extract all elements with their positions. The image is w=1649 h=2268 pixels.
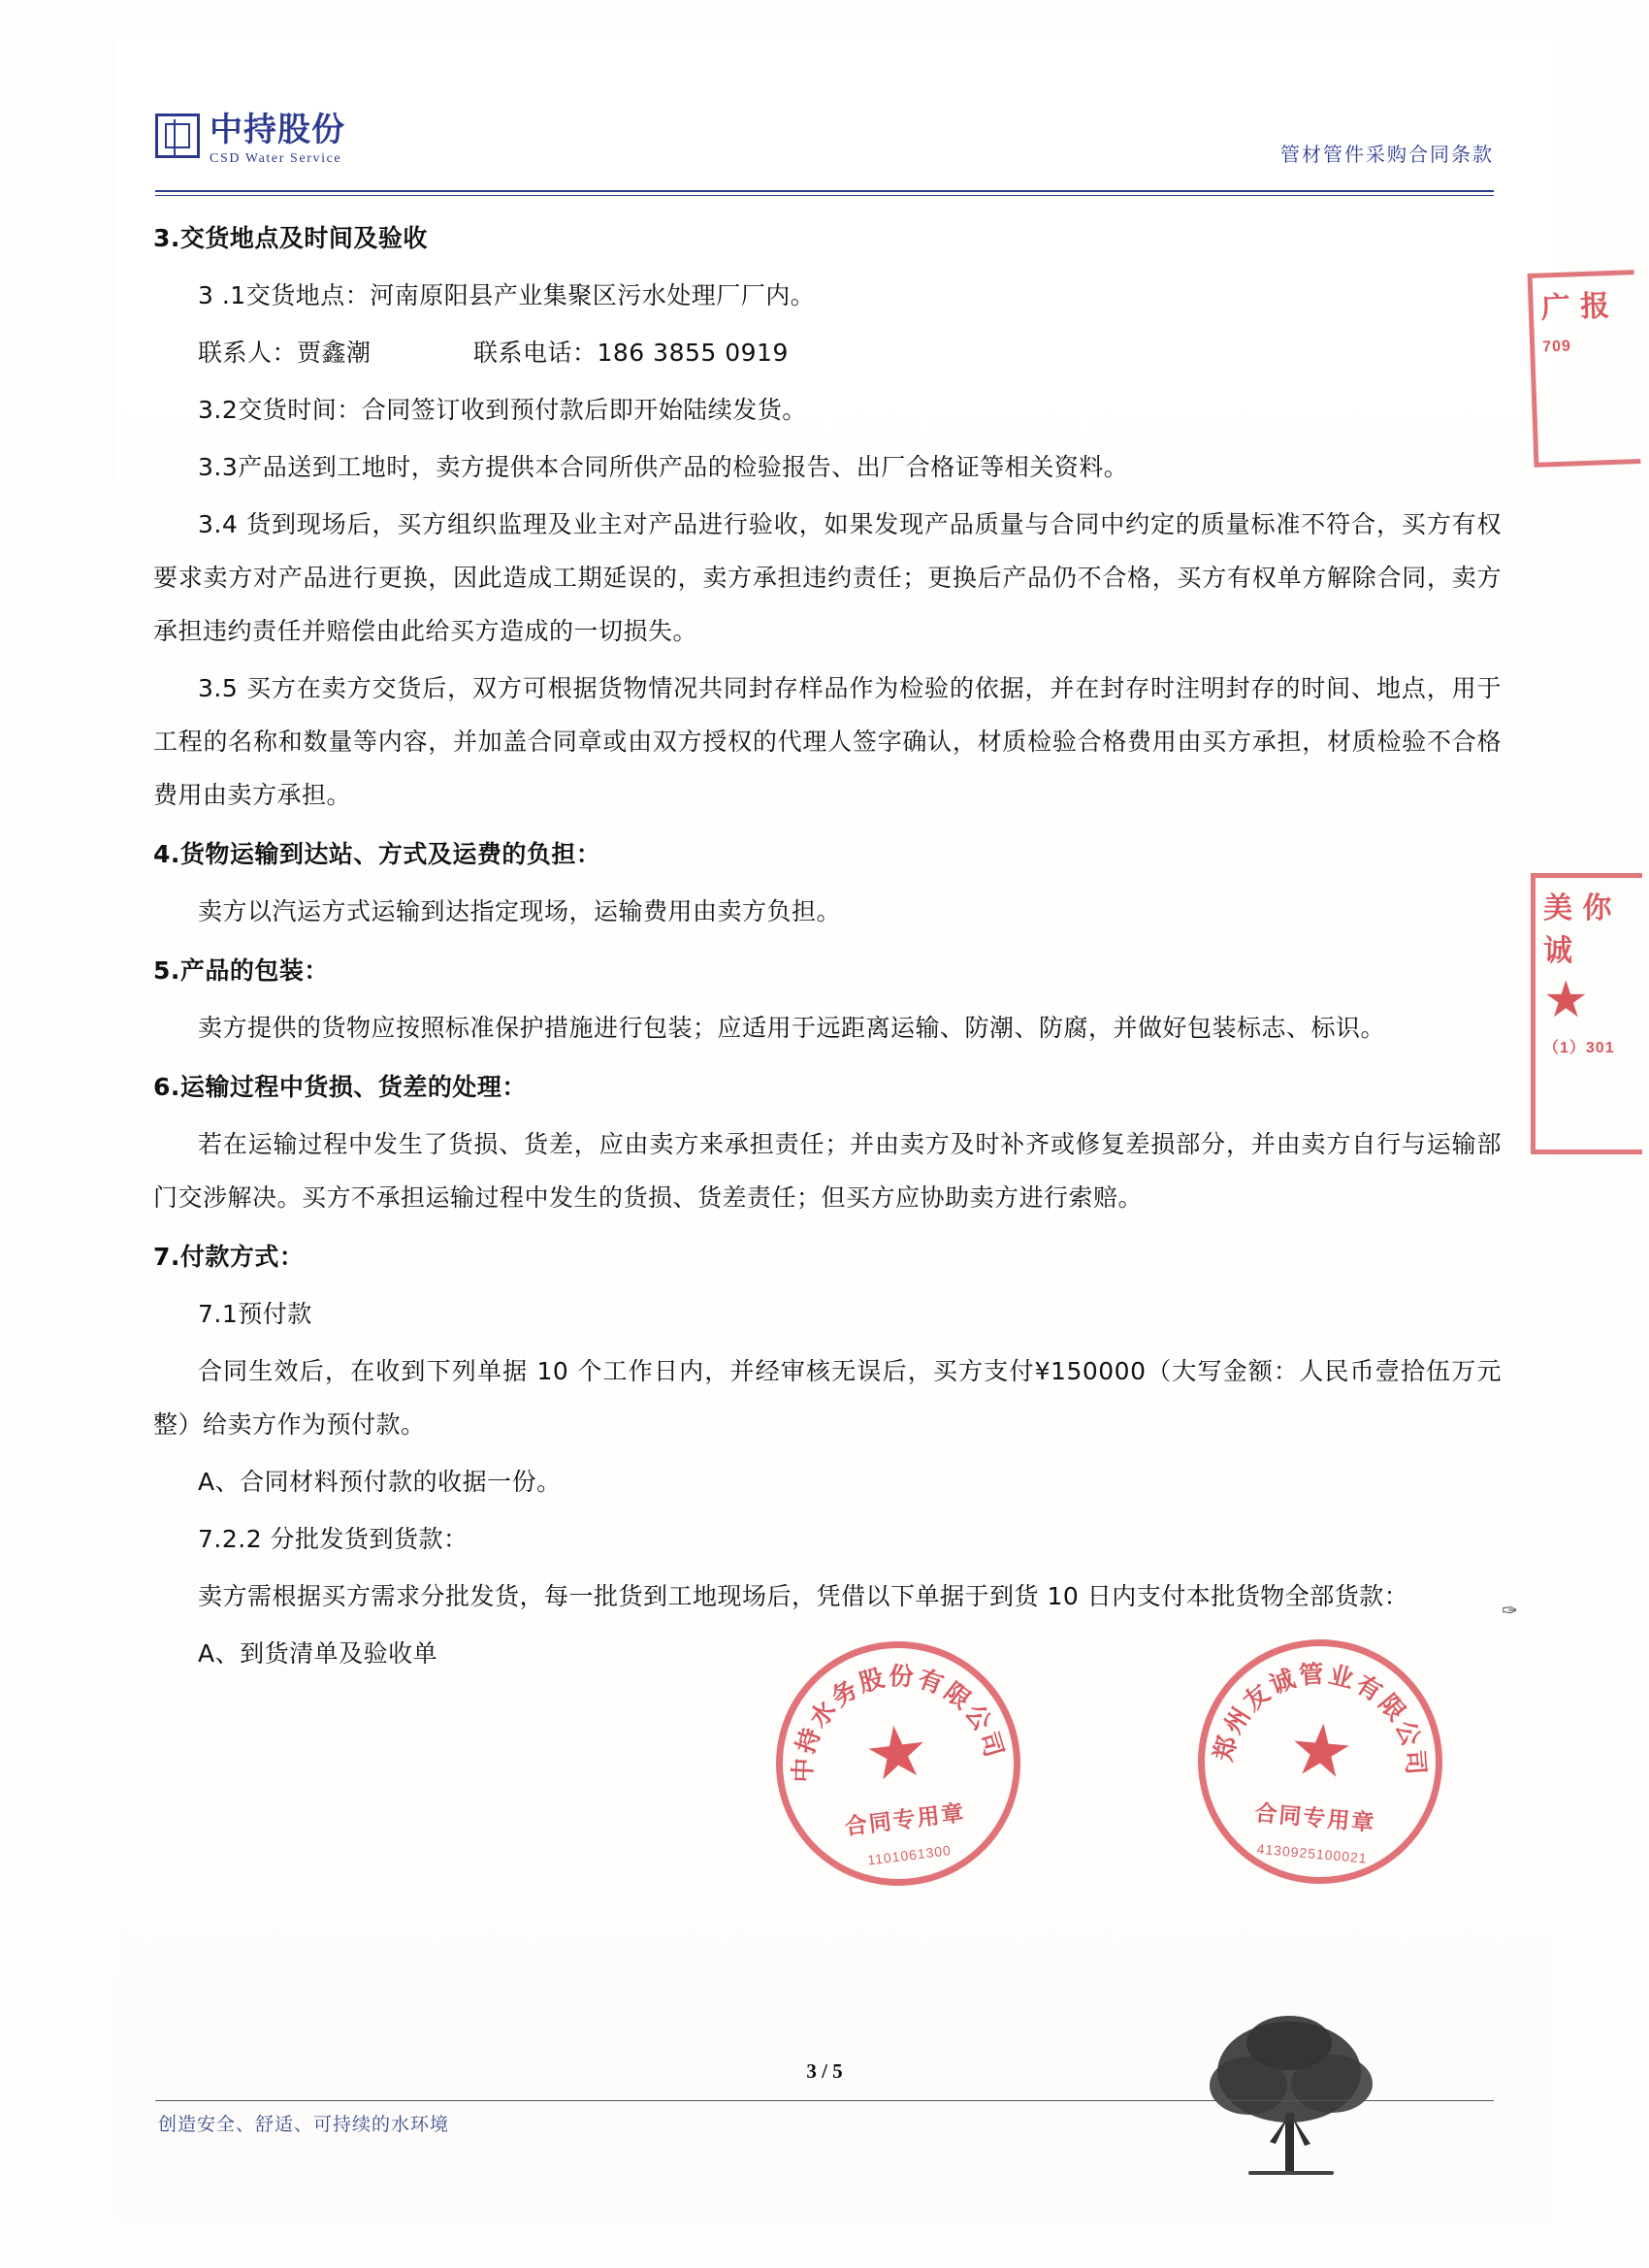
page-number: 3 / 5 bbox=[806, 2059, 843, 2083]
logo-text bbox=[210, 112, 345, 168]
stamp-buyer bbox=[762, 1628, 1035, 1900]
star-icon: ★ bbox=[859, 1707, 934, 1798]
contact-phone: 联系电话：186 3855 0919 bbox=[473, 339, 789, 367]
stamp-buyer-company: 中持水务股份有限公司 bbox=[789, 1662, 1010, 1784]
stamp-seller-purpose: 合同专用章 bbox=[1253, 1800, 1377, 1837]
section-3-4: 3.4 货到现场后，买方组织监理及业主对产品进行验收，如果发现产品质量与合同中约定的质量标准不符合，买方有权要求卖方对产品进行更换，因此造成工期延误的，卖方承担违约责任；更换后产品仍不合格，买方有权单方解除合同，卖方承担违约责任并赔偿由此给买方造成的一切损失。 bbox=[153, 510, 1502, 645]
section-3-title: 3.交货地点及时间及验收 bbox=[153, 224, 428, 252]
section-3-2: 3.2交货时间：合同签订收到预付款后即开始陆续发货。 bbox=[198, 396, 807, 424]
stamp-seller-company: 郑州友诚管业有限公司 bbox=[1209, 1660, 1431, 1779]
section-5-title: 5.产品的包装： bbox=[153, 956, 329, 985]
logo-english-name: CSD Water Service bbox=[210, 151, 342, 166]
section-3-3: 3.3产品送到工地时，卖方提供本合同所供产品的检验报告、出厂合格证等相关资料。 bbox=[198, 453, 1129, 481]
contact-row bbox=[153, 326, 1502, 383]
pen-mark-icon: ✑ bbox=[1502, 1599, 1518, 1622]
document-body bbox=[153, 206, 1502, 1684]
section-7-2-2-item-a: A、到货清单及验收单 bbox=[198, 1639, 438, 1668]
stamp-seller bbox=[1187, 1629, 1452, 1894]
tree-illustration-icon bbox=[1188, 1996, 1392, 2181]
edge-seal-bottom bbox=[1531, 873, 1642, 1154]
section-7-2-2-body: 卖方需根据买方需求分批发货，每一批货到工地现场后，凭借以下单据于到货 10 日内支付本批货物全部货款： bbox=[198, 1582, 1409, 1610]
company-logo bbox=[155, 112, 345, 168]
star-icon: ★ bbox=[1285, 1706, 1357, 1796]
footer-divider bbox=[155, 2100, 1494, 2101]
edge-seal-bottom-code: （1）301 bbox=[1543, 1040, 1615, 1056]
edge-seal-top bbox=[1528, 270, 1641, 468]
edge-seal-bottom-text: 美 你 诚 bbox=[1543, 891, 1612, 968]
section-7-title: 7.付款方式： bbox=[153, 1243, 305, 1271]
header-divider-secondary bbox=[155, 195, 1494, 196]
section-5-body: 卖方提供的货物应按照标准保护措施进行包装；应适用于远距离运输、防潮、防腐，并做好包装标志、标识。 bbox=[198, 1014, 1386, 1042]
header-title: 管材管件采购合同条款 bbox=[1280, 143, 1494, 166]
section-4-body: 卖方以汽运方式运输到达指定现场，运输费用由卖方负担。 bbox=[198, 897, 842, 925]
section-7-1-item-a: A、合同材料预付款的收据一份。 bbox=[198, 1468, 562, 1496]
edge-seal-top-text: 广 报 bbox=[1540, 289, 1610, 326]
section-3-5: 3.5 买方在卖方交货后，双方可根据货物情况共同封存样品作为检验的依据，并在封存时注明封存的时间、地点，用于工程的名称和数量等内容，并加盖合同章或由双方授权的代理人签字确认，材质检验合格费用由买方承担，材质检验不合格费用由卖方承担。 bbox=[153, 674, 1502, 809]
stamp-seller-code: 4130925100021 bbox=[1256, 1840, 1369, 1866]
section-6-title: 6.运输过程中货损、货差的处理： bbox=[153, 1073, 527, 1101]
footer-slogan: 创造安全、舒适、可持续的水环境 bbox=[158, 2114, 450, 2135]
document-header bbox=[155, 112, 1494, 199]
section-4-title: 4.货物运输到达站、方式及运费的负担： bbox=[153, 840, 601, 868]
header-divider bbox=[155, 190, 1494, 192]
logo-chinese-name: 中持股份 bbox=[210, 111, 345, 149]
logo-mark-icon bbox=[155, 113, 200, 158]
star-icon: ★ bbox=[1543, 971, 1589, 1029]
stamp-buyer-purpose: 合同专用章 bbox=[843, 1800, 967, 1841]
contact-person: 联系人：贾鑫潮 bbox=[198, 339, 372, 367]
section-7-2-2-title: 7.2.2 分批发货到货款： bbox=[198, 1525, 469, 1553]
section-6-body: 若在运输过程中发生了货损、货差，应由卖方来承担责任；并由卖方及时补齐或修复差损部分，并由卖方自行与运输部门交涉解决。买方不承担运输过程中发生的货损、货差责任；但买方应协助卖方进行索赔。 bbox=[153, 1130, 1502, 1212]
section-7-1-title: 7.1预付款 bbox=[198, 1300, 312, 1328]
section-7-1-body: 合同生效后，在收到下列单据 10 个工作日内，并经审核无误后，买方支付¥150000（大写金额：人民币壹拾伍万元整）给卖方作为预付款。 bbox=[153, 1357, 1502, 1439]
section-3-1: 3 .1交货地点：河南原阳县产业集聚区污水处理厂厂内。 bbox=[198, 281, 816, 309]
stamp-buyer-code: 1101061300 bbox=[866, 1842, 953, 1868]
edge-seal-top-code: 709 bbox=[1541, 338, 1572, 356]
